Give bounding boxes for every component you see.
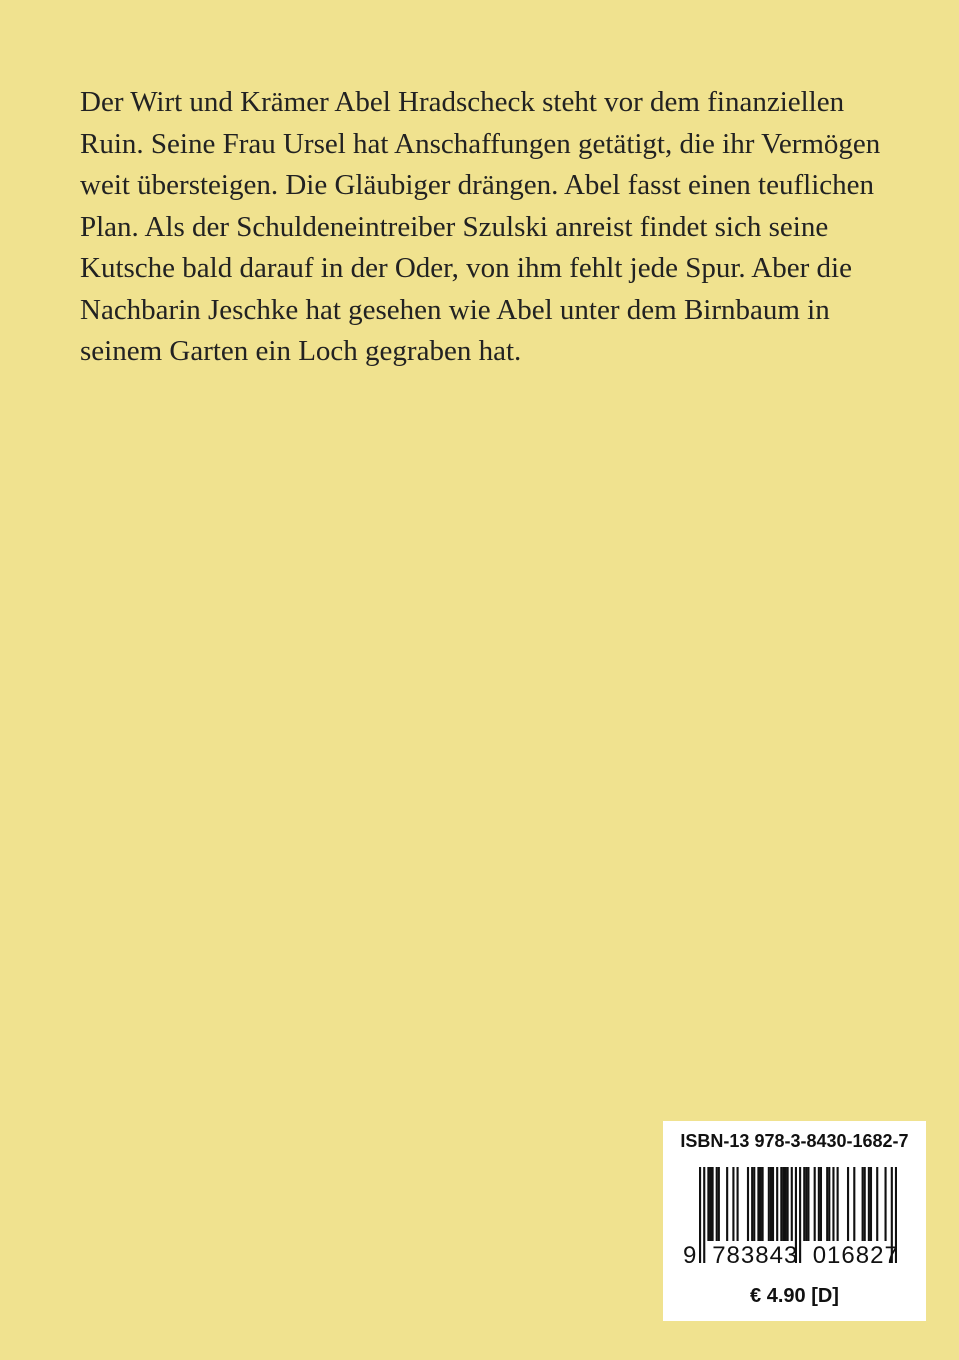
barcode-panel — [663, 1121, 926, 1321]
barcode-bar — [868, 1167, 870, 1241]
barcode-digits-right: 016827 — [812, 1242, 899, 1269]
price-label: € 4.90 [D] — [750, 1285, 839, 1307]
barcode-bar — [876, 1167, 878, 1241]
barcode-bar — [772, 1167, 774, 1241]
barcode-bar — [832, 1167, 834, 1241]
barcode-bar — [718, 1167, 720, 1241]
barcode-bar — [853, 1167, 855, 1241]
barcode-bar — [776, 1167, 778, 1241]
barcode-bar — [747, 1167, 749, 1241]
blurb-text: Der Wirt und Krämer Abel Hradscheck steht vor dem finanziellen Ruin. Seine Frau Ursel hat Anschaffungen getätigt, die ihr Vermögen weit übersteigen. Die Gläubiger drängen. Abel fasst einen teuflichen Plan. Als der Schuldeneintreiber Szulski anreist findet sich seine Kutsche bald darauf in der Oder, von ihm fehlt jede Spur. Aber die Nachbarin Jeschke hat gesehen wie Abel unter dem Birnbaum in seinem Garten ein Loch gegraben hat. — [80, 86, 881, 367]
barcode-bar — [826, 1167, 828, 1241]
barcode-bar — [791, 1167, 793, 1241]
barcode-bar — [762, 1167, 764, 1241]
barcode-bar — [732, 1167, 734, 1241]
barcode-bar — [814, 1167, 816, 1241]
barcode-bar — [768, 1167, 770, 1241]
barcode-bar — [712, 1167, 714, 1241]
barcode-bar — [707, 1167, 709, 1241]
barcode-bar — [837, 1167, 839, 1241]
isbn-label: ISBN-13 978-3-8430-1682-7 — [680, 1131, 909, 1151]
barcode-bar — [782, 1167, 784, 1241]
barcode-bar — [757, 1167, 759, 1241]
barcode-bar — [784, 1167, 786, 1241]
barcode-bar — [726, 1167, 728, 1241]
barcode-bar — [818, 1167, 820, 1241]
barcode-bar — [737, 1167, 739, 1241]
barcode-digit-lead: 9 — [683, 1242, 697, 1269]
barcode-bar — [828, 1167, 830, 1241]
barcode-bar — [864, 1167, 866, 1241]
barcode-bar — [770, 1167, 772, 1241]
barcode-bar — [805, 1167, 807, 1241]
barcode-digits — [683, 1242, 906, 1270]
barcode-bar — [759, 1167, 761, 1241]
barcode-bar — [787, 1167, 789, 1241]
barcode-bar — [803, 1167, 805, 1241]
barcode-bar — [807, 1167, 809, 1241]
barcode-bar — [780, 1167, 782, 1241]
barcode-digits-left: 783843 — [712, 1242, 799, 1269]
barcode-bar — [751, 1167, 753, 1241]
barcode-bar — [820, 1167, 822, 1241]
barcode-bar — [884, 1167, 886, 1241]
barcode-bar — [862, 1167, 864, 1241]
barcode-bar — [870, 1167, 872, 1241]
barcode-bar — [847, 1167, 849, 1241]
barcode-bar — [709, 1167, 711, 1241]
barcode-bar — [753, 1167, 755, 1241]
barcode-bar — [716, 1167, 718, 1241]
